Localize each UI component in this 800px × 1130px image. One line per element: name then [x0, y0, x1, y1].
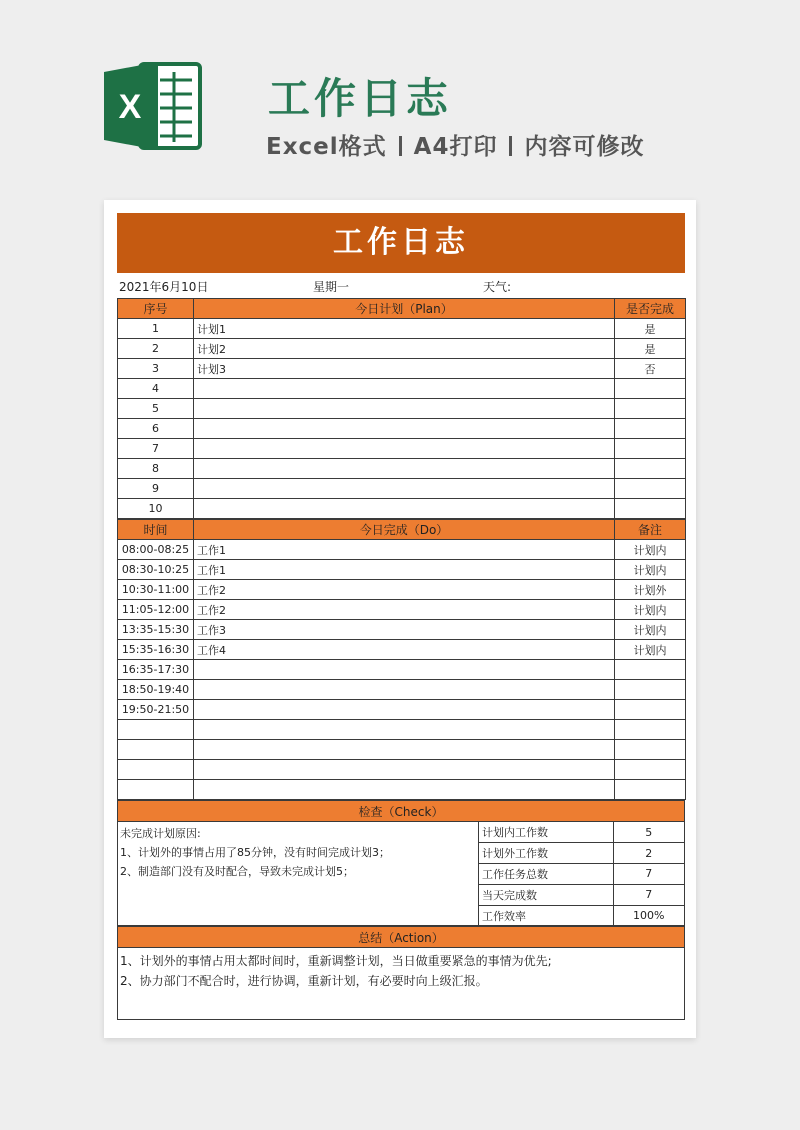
- stats-row: [479, 884, 684, 905]
- action-summary: [117, 948, 685, 1020]
- done-row: [118, 780, 686, 800]
- plan-col-plan: 今日计划（Plan）: [194, 299, 615, 319]
- done-table: [117, 519, 686, 800]
- done-row-cell: 计划内: [615, 620, 686, 640]
- plan-row: [118, 359, 686, 379]
- plan-row: [118, 499, 686, 519]
- plan-row-cell: 计划3: [194, 359, 615, 379]
- plan-row-cell: 4: [118, 379, 194, 399]
- plan-row-cell: [615, 499, 686, 519]
- done-row: [118, 580, 686, 600]
- check-bar-table: [117, 800, 685, 822]
- plan-row-cell: 5: [118, 399, 194, 419]
- stat-value: 2: [613, 843, 684, 864]
- done-row-cell: [194, 720, 615, 740]
- check-reasons: [118, 822, 479, 925]
- sheet-title: 工作日志: [117, 213, 685, 273]
- plan-row-cell: 是: [615, 319, 686, 339]
- subtitle-separator: [509, 136, 512, 156]
- done-row-cell: [615, 780, 686, 800]
- plan-row-cell: [194, 379, 615, 399]
- stat-value: 7: [613, 864, 684, 885]
- done-row-cell: 08:30-10:25: [118, 560, 194, 580]
- done-row-cell: [194, 760, 615, 780]
- plan-row-cell: 计划1: [194, 319, 615, 339]
- plan-row-cell: [194, 499, 615, 519]
- plan-row-cell: [615, 379, 686, 399]
- plan-row: [118, 459, 686, 479]
- plan-row-cell: [194, 419, 615, 439]
- summary-line: 2、协力部门不配合时，进行协调，重新计划，有必要时向上级汇报。: [120, 974, 488, 988]
- reason-item: 1、计划外的事情占用了85分钟，没有时间完成计划3；: [120, 846, 390, 859]
- done-row: [118, 680, 686, 700]
- plan-row-cell: [194, 399, 615, 419]
- stat-value: 5: [613, 822, 684, 843]
- plan-row-cell: 2: [118, 339, 194, 359]
- done-row: [118, 660, 686, 680]
- plan-row-cell: 否: [615, 359, 686, 379]
- plan-table: [117, 298, 686, 519]
- plan-row-cell: [194, 439, 615, 459]
- done-row-cell: 11:05-12:00: [118, 600, 194, 620]
- done-row-cell: [118, 720, 194, 740]
- plan-row: [118, 379, 686, 399]
- subtitle-format: Excel格式: [266, 134, 387, 160]
- done-row: [118, 600, 686, 620]
- plan-row-cell: 7: [118, 439, 194, 459]
- done-row-cell: [615, 660, 686, 680]
- done-row: [118, 760, 686, 780]
- plan-row: [118, 319, 686, 339]
- subtitle-editable: 内容可修改: [524, 134, 645, 160]
- done-row-cell: 08:00-08:25: [118, 540, 194, 560]
- header-title: 工作日志: [268, 74, 453, 123]
- summary-line: 1、计划外的事情占用太都时间时，重新调整计划，当日做重要紧急的事情为优先;: [120, 954, 552, 968]
- done-row-cell: 计划内: [615, 560, 686, 580]
- done-row-cell: 18:50-19:40: [118, 680, 194, 700]
- plan-row-cell: [615, 479, 686, 499]
- done-row-cell: 工作4: [194, 640, 615, 660]
- plan-row: [118, 399, 686, 419]
- done-row-cell: 工作3: [194, 620, 615, 640]
- done-row-cell: [194, 740, 615, 760]
- done-row-cell: [615, 760, 686, 780]
- weekday-value: 星期一: [313, 280, 350, 294]
- plan-col-index: 序号: [118, 299, 194, 319]
- done-row-cell: [194, 780, 615, 800]
- plan-row-cell: 1: [118, 319, 194, 339]
- done-row: [118, 740, 686, 760]
- done-row-cell: 工作2: [194, 600, 615, 620]
- plan-row: [118, 479, 686, 499]
- date-value: 2021年6月10日: [119, 280, 209, 294]
- stat-label: 当天完成数: [479, 884, 613, 905]
- reasons-title: 未完成计划原因:: [120, 827, 201, 840]
- plan-header-row: [118, 299, 686, 319]
- done-col-note: 备注: [615, 520, 686, 540]
- action-bar-table: [117, 926, 685, 948]
- plan-row: [118, 419, 686, 439]
- stats-row: [479, 843, 684, 864]
- logo-letter: X: [118, 88, 142, 126]
- plan-row-cell: 8: [118, 459, 194, 479]
- done-row-cell: [194, 660, 615, 680]
- done-row-cell: 16:35-17:30: [118, 660, 194, 680]
- plan-row-cell: 是: [615, 339, 686, 359]
- done-row-cell: [118, 780, 194, 800]
- plan-row-cell: 6: [118, 419, 194, 439]
- plan-row-cell: [615, 459, 686, 479]
- done-row-cell: [118, 760, 194, 780]
- check-section: [117, 822, 685, 926]
- done-header-row: [118, 520, 686, 540]
- done-row-cell: [615, 740, 686, 760]
- done-row-cell: 计划内: [615, 640, 686, 660]
- plan-row-cell: [615, 419, 686, 439]
- done-row-cell: 计划内: [615, 600, 686, 620]
- plan-row-cell: 10: [118, 499, 194, 519]
- header-subtitle: [266, 128, 644, 161]
- stat-value: 7: [613, 884, 684, 905]
- done-row: [118, 540, 686, 560]
- done-row-cell: 13:35-15:30: [118, 620, 194, 640]
- plan-row: [118, 339, 686, 359]
- check-title: 检查（Check）: [118, 801, 685, 822]
- plan-row-cell: [194, 479, 615, 499]
- stat-label: 计划内工作数: [479, 822, 613, 843]
- done-row: [118, 640, 686, 660]
- done-row: [118, 700, 686, 720]
- done-row-cell: [194, 700, 615, 720]
- worksheet: [117, 213, 685, 1020]
- stats-table: [479, 822, 684, 926]
- plan-row-cell: [615, 439, 686, 459]
- done-row-cell: 工作1: [194, 560, 615, 580]
- done-row: [118, 620, 686, 640]
- excel-icon: [100, 58, 204, 154]
- done-row-cell: 计划内: [615, 540, 686, 560]
- done-row: [118, 560, 686, 580]
- done-row-cell: 19:50-21:50: [118, 700, 194, 720]
- worksheet-paper: [104, 200, 696, 1038]
- check-stats: [479, 822, 684, 925]
- done-row-cell: [118, 740, 194, 760]
- stat-label: 工作效率: [479, 905, 613, 926]
- stat-value: 100%: [613, 905, 684, 926]
- done-row-cell: [615, 680, 686, 700]
- done-col-time: 时间: [118, 520, 194, 540]
- plan-row-cell: 9: [118, 479, 194, 499]
- done-row-cell: 10:30-11:00: [118, 580, 194, 600]
- plan-row-cell: 3: [118, 359, 194, 379]
- stat-label: 计划外工作数: [479, 843, 613, 864]
- reason-item: 2、制造部门没有及时配合，导致未完成计划5；: [120, 865, 354, 878]
- plan-col-done: 是否完成: [615, 299, 686, 319]
- plan-row-cell: [194, 459, 615, 479]
- action-title: 总结（Action）: [118, 927, 685, 948]
- done-col-work: 今日完成（Do）: [194, 520, 615, 540]
- weather-label: 天气:: [483, 280, 512, 294]
- plan-row: [118, 439, 686, 459]
- stats-row: [479, 905, 684, 926]
- plan-row-cell: 计划2: [194, 339, 615, 359]
- stat-label: 工作任务总数: [479, 864, 613, 885]
- done-row-cell: 工作2: [194, 580, 615, 600]
- done-row-cell: 计划外: [615, 580, 686, 600]
- page-header: [0, 0, 800, 200]
- stats-row: [479, 822, 684, 843]
- done-row-cell: [615, 700, 686, 720]
- date-row: [117, 273, 685, 298]
- done-row-cell: [194, 680, 615, 700]
- done-row: [118, 720, 686, 740]
- subtitle-separator: [399, 136, 402, 156]
- stats-row: [479, 864, 684, 885]
- done-row-cell: 15:35-16:30: [118, 640, 194, 660]
- done-row-cell: 工作1: [194, 540, 615, 560]
- done-row-cell: [615, 720, 686, 740]
- subtitle-print: A4打印: [413, 134, 498, 160]
- plan-row-cell: [615, 399, 686, 419]
